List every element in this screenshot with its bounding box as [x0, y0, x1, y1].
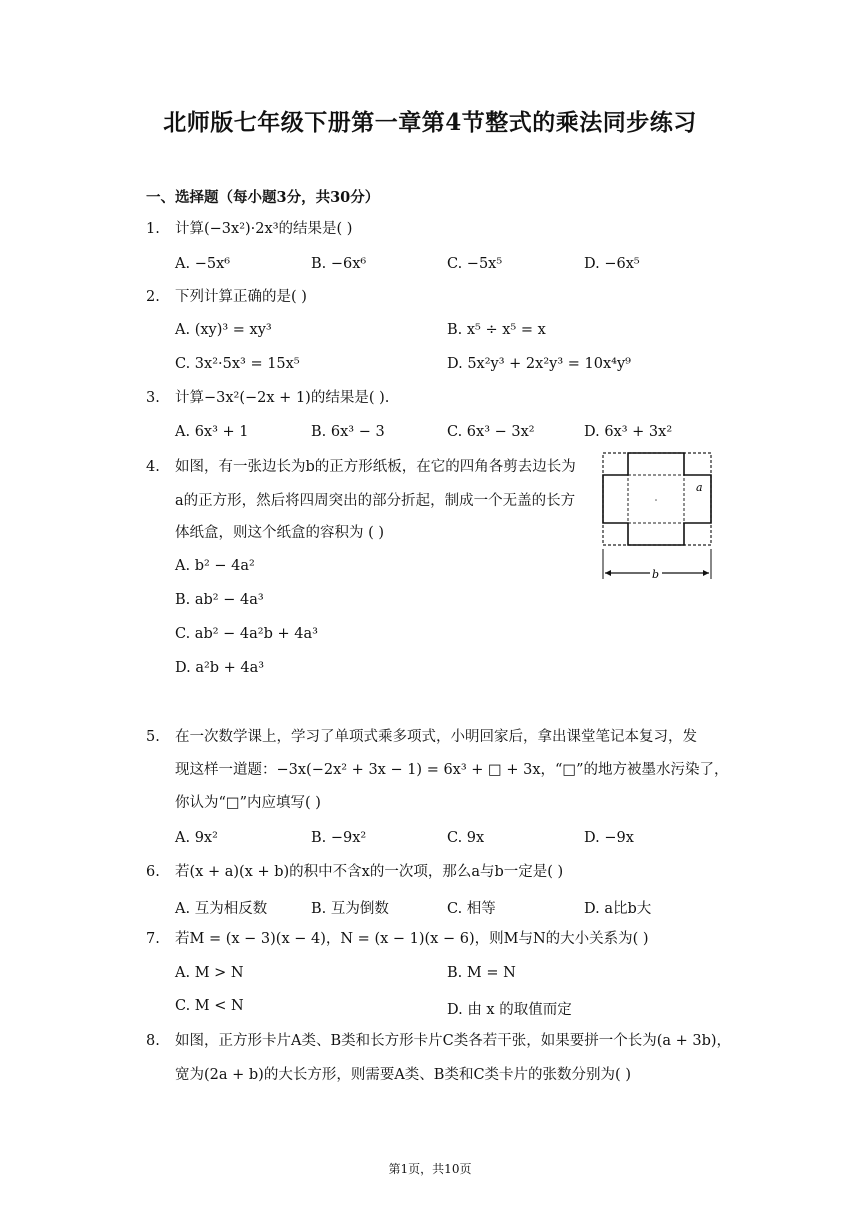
question-text: 现这样一道题：−3x(−2x² + 3x − 1) = 6x³ + □ + 3x，“□”的地方被墨水污染了，	[175, 762, 729, 778]
label-a: a	[696, 481, 703, 494]
label-b: b	[652, 568, 660, 581]
question-number: 7.	[146, 931, 160, 947]
option-a: A. −5x⁶	[175, 256, 231, 272]
question-text: 你认为“□”内应填写( )	[175, 795, 321, 811]
option-b: B. 互为倒数	[311, 901, 389, 917]
option-a: A. (xy)³ = xy³	[175, 322, 272, 338]
box-net-figure	[598, 451, 714, 587]
section-heading: 一、选择题（每小题3分，共30分）	[146, 189, 380, 206]
option-c: C. 9x	[447, 830, 485, 846]
option-d: D. 由 x 的取值而定	[447, 1002, 572, 1018]
question-number: 4.	[146, 459, 160, 475]
option-b: B. 6x³ − 3	[311, 424, 385, 440]
option-a: A. 互为相反数	[175, 901, 268, 917]
page-footer: 第1页，共10页	[388, 1162, 472, 1176]
option-d: D. 6x³ + 3x²	[584, 424, 673, 440]
option-b: B. M = N	[447, 965, 516, 981]
option-d: D. a²b + 4a³	[175, 660, 265, 676]
option-c: C. 相等	[447, 901, 496, 917]
question-text: a的正方形，然后将四周突出的部分折起，制成一个无盖的长方	[175, 493, 576, 509]
option-b: B. −6x⁶	[311, 256, 367, 272]
option-d: D. 5x²y³ + 2x²y³ = 10x⁴y⁹	[447, 356, 631, 372]
option-b: B. −9x²	[311, 830, 367, 846]
question-text: 如图，有一张边长为b的正方形纸板，在它的四角各剪去边长为	[175, 459, 576, 475]
option-c: C. ab² − 4a²b + 4a³	[175, 626, 318, 642]
option-b: B. ab² − 4a³	[175, 592, 264, 608]
option-c: C. 6x³ − 3x²	[447, 424, 535, 440]
option-a: A. 9x²	[175, 830, 218, 846]
question-text: 若M = (x − 3)(x − 4)，N = (x − 1)(x − 6)，则M与N的大小关系为( )	[175, 931, 649, 947]
question-text: 在一次数学课上，学习了单项式乘多项式，小明回家后，拿出课堂笔记本复习，发	[175, 729, 697, 745]
question-text: 体纸盒，则这个纸盒的容积为 ( )	[175, 525, 385, 541]
question-text: 计算−3x²(−2x + 1)的结果是( ).	[175, 390, 390, 406]
question-number: 6.	[146, 864, 160, 880]
question-number: 2.	[146, 289, 160, 305]
question-number: 8.	[146, 1033, 160, 1049]
option-a: A. M > N	[175, 965, 244, 981]
question-text: 宽为(2a + b)的大长方形，则需要A类、B类和C类卡片的张数分别为( )	[175, 1067, 631, 1083]
option-d: D. a比b大	[584, 901, 652, 917]
option-a: A. 6x³ + 1	[175, 424, 249, 440]
option-d: D. −9x	[584, 830, 634, 846]
option-c: C. −5x⁵	[447, 256, 503, 272]
page-title: 北师版七年级下册第一章第4节整式的乘法同步练习	[163, 109, 697, 136]
option-c: C. M < N	[175, 998, 244, 1014]
option-c: C. 3x²·5x³ = 15x⁵	[175, 356, 300, 372]
option-d: D. −6x⁵	[584, 256, 640, 272]
question-text: 计算(−3x²)·2x³的结果是( )	[175, 221, 353, 237]
question-number: 1.	[146, 221, 160, 237]
question-number: 3.	[146, 390, 160, 406]
question-text: 若(x + a)(x + b)的积中不含x的一次项，那么a与b一定是( )	[175, 864, 564, 880]
option-a: A. b² − 4a²	[175, 558, 255, 574]
option-b: B. x⁵ ÷ x⁵ = x	[447, 322, 546, 338]
question-text: 如图，正方形卡片A类、B类和长方形卡片C类各若干张，如果要拼一个长为(a + 3b)，	[175, 1033, 732, 1049]
question-text: 下列计算正确的是( )	[175, 289, 307, 305]
question-number: 5.	[146, 729, 160, 745]
